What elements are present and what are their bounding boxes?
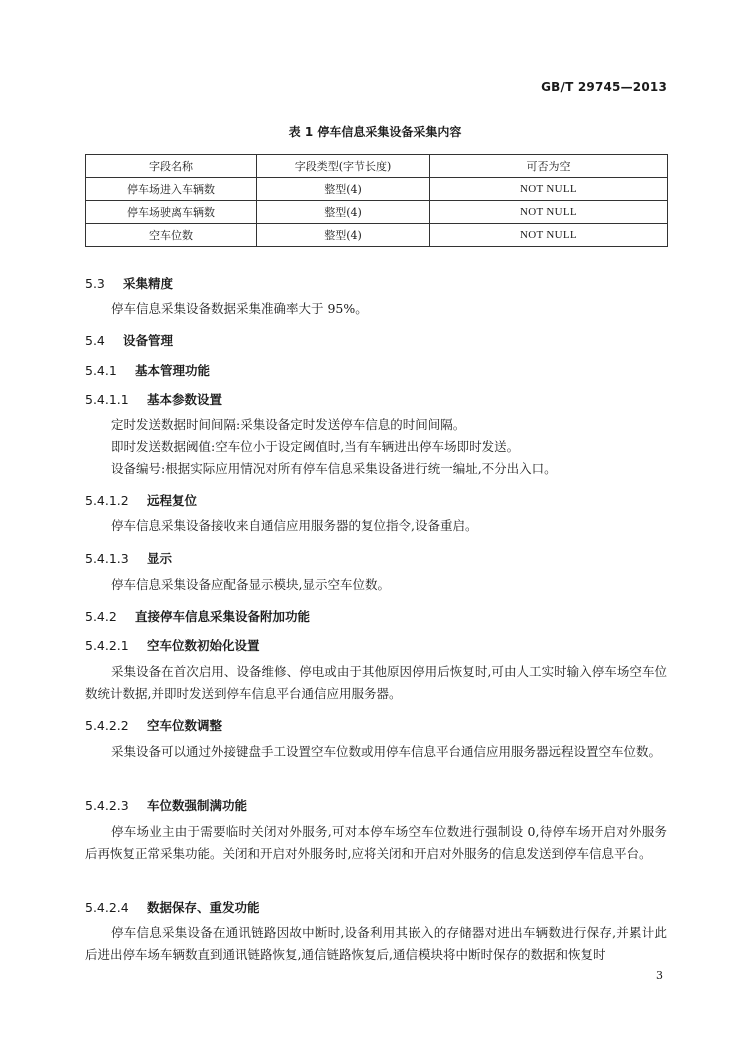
section-body-5-4-2-1: 采集设备在首次启用、设备维修、停电或由于其他原因停用后恢复时,可由人工实时输入停车场空车位数统计数据,并即时发送到停车信息平台通信应用服务器。 <box>85 664 667 701</box>
section-number: 5.4.1.3 <box>85 551 129 566</box>
section-number: 5.4.1 <box>85 363 117 378</box>
section-heading-5-4-2-3 <box>85 796 247 814</box>
section-heading-5-4-2-2 <box>85 716 222 734</box>
section-number: 5.4.2.4 <box>85 900 129 915</box>
table-caption: 表 1 停车信息采集设备采集内容 <box>288 125 462 139</box>
table-cell: 整型(4) <box>257 224 430 247</box>
section-title: 基本参数设置 <box>147 392 223 407</box>
section-title: 车位数强制满功能 <box>147 798 248 813</box>
section-number: 5.4 <box>85 333 105 348</box>
section-title: 设备管理 <box>123 333 174 348</box>
section-number: 5.3 <box>85 276 105 291</box>
standard-code: GB/T 29745—2013 <box>541 80 667 94</box>
section-number: 5.4.1.1 <box>85 392 129 407</box>
table-row <box>86 224 668 247</box>
section-heading-5-4 <box>85 331 173 349</box>
section-number: 5.4.2 <box>85 609 117 624</box>
table-cell: NOT NULL <box>430 178 668 201</box>
section-title: 空车位数调整 <box>147 718 223 733</box>
table-row <box>86 178 668 201</box>
section-heading-5-3 <box>85 274 173 292</box>
section-number: 5.4.2.1 <box>85 638 129 653</box>
collection-content-table <box>85 154 668 247</box>
section-body-5-4-2-4: 停车信息采集设备在通讯链路因故中断时,设备利用其嵌入的存储器对进出车辆数进行保存,并累计此后进出停车场车辆数直到通讯链路恢复,通信链路恢复后,通信模块将中断时保存的数据和恢复时 <box>85 925 667 962</box>
section-heading-5-4-1-1 <box>85 390 222 408</box>
section-body-5-4-1-3: 停车信息采集设备应配备显示模块,显示空车位数。 <box>111 577 390 592</box>
section-heading-5-4-1-2 <box>85 491 197 509</box>
section-title: 采集精度 <box>123 276 174 291</box>
table-cell: 整型(4) <box>257 201 430 224</box>
parameter-line: 设备编号:根据实际应用情况对所有停车信息采集设备进行统一编址,不分出入口。 <box>111 461 557 476</box>
section-title: 基本管理功能 <box>135 363 211 378</box>
column-header: 字段名称 <box>86 155 257 178</box>
section-body-5-4-2-2: 采集设备可以通过外接键盘手工设置空车位数或用停车信息平台通信应用服务器远程设置空车位数。 <box>111 744 662 759</box>
section-title: 显示 <box>147 551 173 566</box>
table-cell: NOT NULL <box>430 201 668 224</box>
section-body-5-4-2-3: 停车场业主由于需要临时关闭对外服务,可对本停车场空车位数进行强制设 0,待停车场开启对外服务后再恢复正常采集功能。关闭和开启对外服务时,应将关闭和开启对外服务的信息发送到停车信息平台。 <box>85 824 667 861</box>
table-cell: 停车场驶离车辆数 <box>86 201 257 224</box>
page-number: 3 <box>656 969 663 982</box>
section-heading-5-4-1 <box>85 361 210 379</box>
section-heading-5-4-1-3 <box>85 549 172 567</box>
section-title: 直接停车信息采集设备附加功能 <box>135 609 311 624</box>
section-number: 5.4.2.3 <box>85 798 129 813</box>
table-header-row <box>86 155 668 178</box>
section-body-5-3: 停车信息采集设备数据采集准确率大于 95%。 <box>111 301 368 316</box>
table-cell: 整型(4) <box>257 178 430 201</box>
section-title: 数据保存、重发功能 <box>147 900 260 915</box>
section-number: 5.4.1.2 <box>85 493 129 508</box>
parameter-line: 定时发送数据时间间隔:采集设备定时发送停车信息的时间间隔。 <box>111 417 466 432</box>
column-header: 字段类型(字节长度) <box>257 155 430 178</box>
table-cell: 停车场进入车辆数 <box>86 178 257 201</box>
section-title: 空车位数初始化设置 <box>147 638 260 653</box>
section-title: 远程复位 <box>147 493 198 508</box>
section-heading-5-4-2-4 <box>85 898 260 916</box>
section-number: 5.4.2.2 <box>85 718 129 733</box>
section-heading-5-4-2 <box>85 607 310 625</box>
parameter-line: 即时发送数据阈值:空车位小于设定阈值时,当有车辆进出停车场即时发送。 <box>111 439 520 454</box>
column-header: 可否为空 <box>430 155 668 178</box>
table-cell: NOT NULL <box>430 224 668 247</box>
table-cell: 空车位数 <box>86 224 257 247</box>
section-body-5-4-1-2: 停车信息采集设备接收来自通信应用服务器的复位指令,设备重启。 <box>111 518 478 533</box>
table-row <box>86 201 668 224</box>
section-body-5-4-1-1 <box>111 414 667 480</box>
section-heading-5-4-2-1 <box>85 636 260 654</box>
